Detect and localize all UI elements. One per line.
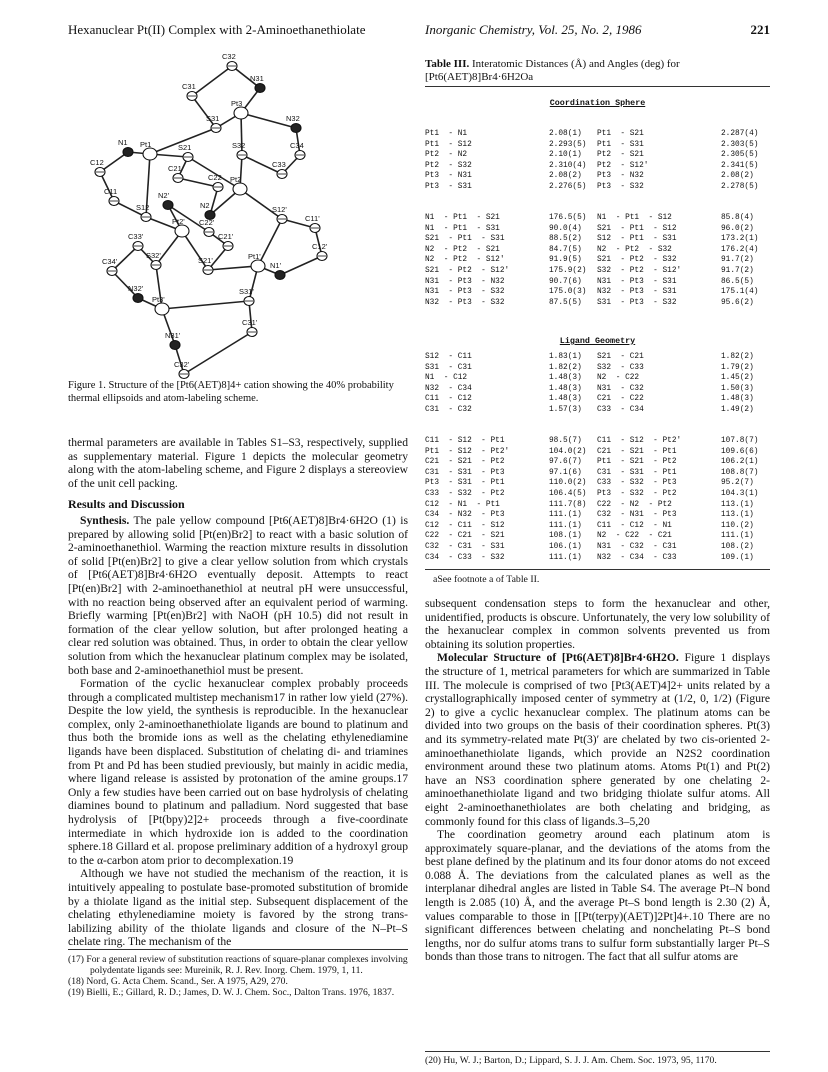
atom-label: S32 <box>232 141 246 150</box>
molecular-structure-text: Figure 1 displays the structure of 1, metrical parameters for which are summarized in Table III. The molecule is comprised of two [Pt3(AET)4]2+ units related by a crystallographically imposed center of symmetry at (1/2, 0, 1/2) (Figure 2) to give a cyclic hexanuclear complex. The platinum atoms can be divided into two groups on the basis of their coordination spheres. Pt(3) and its symmetry-related mate Pt(3)′ are chelated by two cis-oriented 2-aminoethanethiolate ligands, which provide an N2S2 coordination environment around these two platinum atoms. Atoms Pt(1) and Pt(2) have an NS3 coordination sphere generated by one chelating 2-aminoethanethiolate ligand and two bridging thiolate sulfur atoms. All eight 2-aminoethanethiolates are both chelating and bridging, as commonly found for this class of ligands.3–5,20 <box>425 651 770 828</box>
bond-value: 109.6(6) <box>721 447 759 456</box>
right-column <box>425 597 770 964</box>
atom-label: S31' <box>239 287 254 296</box>
bond-label: C33 - S32 - Pt2 <box>425 489 505 498</box>
bond-value: 1.79(2) <box>721 363 754 372</box>
bond-value: 1.83(1) <box>549 353 582 361</box>
table-row <box>425 150 770 161</box>
bond-value: 87.5(5) <box>549 298 582 307</box>
bond-value: 108.8(7) <box>721 468 759 477</box>
table-row <box>425 521 770 532</box>
bond-value: 85.8(4) <box>721 214 754 222</box>
atom-label: C32 <box>222 52 236 61</box>
bond-label: C33 - C34 <box>597 405 644 414</box>
atom-ellipse <box>163 201 173 210</box>
bond-value: 113.(1) <box>721 500 754 509</box>
table-row <box>425 363 770 374</box>
bond-value: 91.7(2) <box>721 266 754 275</box>
bond-label: C32 - N31 - Pt3 <box>597 511 677 520</box>
atom-label: C11' <box>305 214 320 223</box>
bond-value: 113.(1) <box>721 511 754 520</box>
bond-label: C11 - C12 - N1 <box>597 521 672 530</box>
intro-paragraph: thermal parameters are available in Tables S1–S3, respectively, supplied as supplementary material. Figure 1 depicts the molecular geometry along with the atom-labeling scheme, and Figure 2 displays a stereoview of the unit cell packing. <box>68 436 408 490</box>
atom-ellipse <box>155 303 169 315</box>
table-row <box>425 468 770 479</box>
bond-label: S21 - Pt2 - S32 <box>597 256 677 265</box>
bond-value: 175.9(2) <box>549 266 587 275</box>
table-row <box>425 140 770 151</box>
bond-value: 104.0(2) <box>549 447 587 456</box>
postulate-paragraph: Although we have not studied the mechanism of the reaction, it is intuitively appealing to postulate base-promoted substitution of bromide by a thiolate ligand as the initial step. Subsequent displacement of the chelating ethylenediamine moiety is favored by the strong trans-labilizing ability of the thiolate ligands and closure of the N–Pt–S chelate ring. The mechanism of the <box>68 867 408 949</box>
bond-value: 98.5(7) <box>549 437 582 445</box>
bond-value: 1.45(2) <box>721 374 754 383</box>
bond-value: 90.0(4) <box>549 224 582 233</box>
journal-name: Inorganic Chemistry, Vol. 25, No. 2, 1986 <box>425 22 642 37</box>
atom-ellipse <box>133 294 143 303</box>
bond-label: Pt2 - S32 <box>425 161 472 170</box>
bond-label: Pt2 - N2 <box>425 151 468 160</box>
atom-label: C22 <box>208 173 222 182</box>
bond-label: S31 - Pt3 - S32 <box>597 298 677 307</box>
bond-value: 1.48(3) <box>721 395 754 404</box>
atom-label: N31' <box>165 331 181 340</box>
bond-value: 109.(1) <box>721 553 754 562</box>
footnotes-left <box>68 949 408 998</box>
table-top-rule <box>425 86 770 87</box>
atom-label: S31 <box>206 114 220 123</box>
footnote-18: (18) Nord, G. Acta Chem. Scand., Ser. A 1975, A29, 270. <box>68 976 288 987</box>
atom-label: C21 <box>168 164 182 173</box>
atom-label: Pt3' <box>152 295 165 304</box>
bond-label: Pt3 - S32 <box>597 182 644 191</box>
bond-label: C33 - S32 - Pt3 <box>597 479 677 488</box>
bond-line <box>184 332 252 374</box>
bond-label: C12 - N1 - Pt1 <box>425 500 500 509</box>
atom-ellipse <box>291 124 301 133</box>
atom-label: C33 <box>272 160 286 169</box>
bond-line <box>258 219 282 266</box>
bond-value: 107.8(7) <box>721 437 759 445</box>
table-row <box>425 510 770 521</box>
bond-label: Pt1 - S31 <box>597 140 644 149</box>
bond-label: C11 - C12 <box>425 395 472 404</box>
bond-value: 111.7(8) <box>549 500 587 509</box>
bond-value: 2.08(2) <box>721 172 754 181</box>
table-footnote: aSee footnote a of Table II. <box>433 574 540 585</box>
bond-label: N2 - C22 - C21 <box>597 532 672 541</box>
bond-label: C12 - C11 - S12 <box>425 521 505 530</box>
bond-value: 173.2(1) <box>721 235 759 244</box>
table-row <box>425 394 770 405</box>
table-row <box>425 447 770 458</box>
bond-label: C34 - C33 - S32 <box>425 553 505 562</box>
bond-label: C22 - N2 - Pt2 <box>597 500 672 509</box>
atom-label: Pt1 <box>140 140 152 149</box>
molecular-structure-paragraph <box>425 651 770 828</box>
figure-caption: Figure 1. Structure of the [Pt6(AET)8]4+ cation showing the 40% probability thermal ellipsoids and atom-labeling scheme. <box>68 380 394 404</box>
journal-citation <box>425 22 770 38</box>
table-row <box>425 182 770 193</box>
bond-label: S32 - Pt2 - S12' <box>597 266 682 275</box>
atom-label: S21' <box>198 256 213 265</box>
bond-label: C21 - S21 - Pt1 <box>597 447 677 456</box>
bond-label: Pt1 - S12 - Pt2' <box>425 447 510 456</box>
bond-line <box>280 256 322 275</box>
table-caption-label: Table III. <box>425 58 470 70</box>
atom-label: S12 <box>136 203 150 212</box>
bond-label: N31 - Pt3 - S32 <box>425 288 505 297</box>
bond-label: S21 - Pt1 - S12 <box>597 224 677 233</box>
ligand-geometry-heading: Ligand Geometry <box>559 336 636 346</box>
bond-label: S12 - Pt1 - S31 <box>597 235 677 244</box>
bond-value: 2.08(1) <box>549 130 582 138</box>
atom-label: S21 <box>178 143 192 152</box>
atom-ellipse <box>143 148 157 160</box>
bond-label: N32 - C34 - C33 <box>597 553 677 562</box>
bond-value: 1.57(3) <box>549 405 582 414</box>
bond-line <box>240 189 282 219</box>
atom-label: C31 <box>182 82 196 91</box>
atom-label: N32' <box>128 284 144 293</box>
bond-value: 1.82(2) <box>721 353 754 361</box>
bond-label: S21 - C21 <box>597 353 644 361</box>
bond-label: Pt3 - S31 - Pt1 <box>425 479 505 488</box>
atom-ellipse <box>275 271 285 280</box>
atom-ellipse <box>251 260 265 272</box>
bond-label: C32 - C31 - S31 <box>425 542 505 551</box>
page-number: 221 <box>750 22 770 37</box>
bond-label: N1 - Pt1 - S21 <box>425 214 500 222</box>
bond-label: N2 - Pt2 - S12' <box>425 256 505 265</box>
bond-label: C21 - S21 - Pt2 <box>425 458 505 467</box>
bond-label: S21 - Pt1 - S31 <box>425 235 505 244</box>
table-row <box>425 500 770 511</box>
bond-label: Pt2 - S21 <box>597 151 644 160</box>
atom-ellipse <box>175 225 189 237</box>
bond-value: 2.341(5) <box>721 161 759 170</box>
footnote-19: (19) Bielli, E.; Gillard, R. D.; James, D. W. J. Chem. Soc., Dalton Trans. 1976, 1837. <box>68 987 395 998</box>
bond-value: 110.(2) <box>721 521 754 530</box>
bond-label: N1 - Pt1 - S12 <box>597 214 672 222</box>
bond-value: 2.303(5) <box>721 140 759 149</box>
atom-label: C12 <box>90 158 104 167</box>
synthesis-runin: Synthesis. <box>80 513 130 527</box>
bond-value: 2.305(5) <box>721 151 759 160</box>
bond-value: 2.276(5) <box>549 182 587 191</box>
table-row <box>425 405 770 416</box>
bond-label: N31 - C32 - C31 <box>597 542 677 551</box>
bond-label: Pt3 - S31 <box>425 182 472 191</box>
bond-value: 111.(1) <box>721 532 754 541</box>
bond-line <box>192 66 232 96</box>
bond-value: 2.287(4) <box>721 130 759 138</box>
atom-label: Pt2' <box>172 217 185 226</box>
atom-label: N2' <box>158 191 170 200</box>
bond-label: N2 - C22 <box>597 374 640 383</box>
atom-ellipse <box>233 183 247 195</box>
atom-label: S32' <box>146 251 161 260</box>
bond-label: Pt3 - S32 - Pt2 <box>597 489 677 498</box>
bond-label: C21 - C22 <box>597 395 644 404</box>
table-row <box>425 542 770 553</box>
table-row <box>425 277 770 288</box>
bond-value: 106.(1) <box>549 542 582 551</box>
bond-label: Pt1 - S12 <box>425 140 472 149</box>
table-row <box>425 245 770 256</box>
bond-label: C31 - S31 - Pt1 <box>597 468 677 477</box>
table-row <box>425 531 770 542</box>
ligand-angles <box>425 436 770 563</box>
atom-ellipse <box>123 148 133 157</box>
bond-label: N2 - Pt2 - S32 <box>597 245 672 254</box>
bond-value: 176.5(5) <box>549 214 587 222</box>
bond-value: 175.0(3) <box>549 288 587 297</box>
atom-label: N1' <box>270 261 282 270</box>
table-row <box>425 457 770 468</box>
bond-label: S12 - C11 <box>425 353 472 361</box>
bond-label: S31 - C31 <box>425 363 472 372</box>
bond-value: 91.9(5) <box>549 256 582 265</box>
molecular-structure-runin: Molecular Structure of [Pt6(AET)8]Br4·6H2O. <box>437 651 679 665</box>
bond-value: 88.5(2) <box>549 235 582 244</box>
atom-label: Pt2 <box>230 175 242 184</box>
ligand-distances <box>425 352 770 416</box>
bond-label: N31 - Pt3 - S31 <box>597 277 677 286</box>
table-row <box>425 287 770 298</box>
bond-value: 96.0(2) <box>721 224 754 233</box>
bond-label: Pt2 - S12' <box>597 161 649 170</box>
bond-value: 2.293(5) <box>549 140 587 149</box>
table-row <box>425 129 770 140</box>
bond-value: 111.(1) <box>549 553 582 562</box>
bond-value: 111.(1) <box>549 511 582 520</box>
bond-value: 110.0(2) <box>549 479 587 488</box>
table-row <box>425 352 770 363</box>
bond-value: 1.50(3) <box>721 384 754 393</box>
footnote-20: (20) Hu, W. J.; Barton, D.; Lippard, S. J. J. Am. Chem. Soc. 1973, 95, 1170. <box>425 1055 717 1066</box>
table-caption-text: Interatomic Distances (Å) and Angles (deg) for [Pt6(AET)8]Br4·6H2Oa <box>425 58 680 83</box>
atom-label: N31 <box>250 74 264 83</box>
bond-label: C31 - C32 <box>425 405 472 414</box>
bond-line <box>192 96 216 128</box>
atom-label: S12' <box>272 205 287 214</box>
table-row <box>425 384 770 395</box>
bond-value: 86.5(5) <box>721 277 754 286</box>
atom-label: C34' <box>102 257 118 266</box>
table-row <box>425 489 770 500</box>
atom-ellipse <box>234 107 248 119</box>
footnote-17: (17) For a general review of substitution reactions of square-planar complexes involving polydentate ligands see: Mureinik, R. J. Rev. Inorg. Chem. 1979, 1, 11. <box>68 954 408 976</box>
atom-label: C11 <box>104 187 118 196</box>
running-header: Hexanuclear Pt(II) Complex with 2-Aminoethanethiolate <box>68 22 366 37</box>
bond-label: C31 - S31 - Pt3 <box>425 468 505 477</box>
bond-value: 90.7(6) <box>549 277 582 286</box>
bond-label: C11 - S12 - Pt1 <box>425 437 505 445</box>
table-row <box>425 234 770 245</box>
left-column <box>68 436 408 949</box>
atom-ellipse <box>170 341 180 350</box>
bond-label: Pt1 - N1 <box>425 130 468 138</box>
atom-label: C12' <box>312 242 328 251</box>
bond-label: N1 - C12 <box>425 374 468 383</box>
bond-value: 176.2(4) <box>721 245 759 254</box>
table-row <box>425 553 770 564</box>
mechanism-paragraph: Formation of the cyclic hexanuclear complex probably proceeds through a complicated multistep mechanism17 in rather low yield (27%). Despite the low yield, the synthesis is reproducible. In the hexanuclear complex, only 2-aminoethanethiolate ligands are bound to platinum and thus both the bromide ions as well as the chelating ethylenediamine ligands have been displaced. Substitution of chelating di- and triamines from Pt and Pd has been studied previously, but mainly in acidic media, where ligand release is assisted by protonation of the amine groups.17 Only a few studies have been carried out on base hydrolysis of chelating diamines bound to platinum and palladium. Nord suggested that base hydrolysis of [Pt(bpy)2]2+ proceeds through a five-coordinate intermediate in which hydroxide ion is added to the coordination sphere.18 Gillard et al. propose preliminary addition of a hydroxyl group to the α-carbon atom prior to decomplexation.19 <box>68 677 408 867</box>
bond-line <box>162 301 249 309</box>
bond-value: 1.48(3) <box>549 384 582 393</box>
bond-value: 1.49(2) <box>721 405 754 414</box>
bond-label: S32 - C33 <box>597 363 644 372</box>
atom-label: Pt1' <box>248 252 261 261</box>
bond-label: N31 - Pt3 - N32 <box>425 277 505 286</box>
table-row <box>425 298 770 309</box>
coordination-sphere-heading: Coordination Sphere <box>549 98 646 108</box>
atom-label: C32' <box>174 360 190 369</box>
atom-label: C31' <box>242 318 258 327</box>
table-row <box>425 255 770 266</box>
section-heading: Results and Discussion <box>68 497 185 512</box>
bond-label: Pt3 - N32 <box>597 172 644 181</box>
bond-value: 175.1(4) <box>721 288 759 297</box>
bond-label: C11 - S12 - Pt2' <box>597 437 682 445</box>
bond-label: N32 - Pt3 - S32 <box>425 298 505 307</box>
bond-label: Pt1 - S21 <box>597 130 644 138</box>
bond-value: 108.(1) <box>549 532 582 541</box>
bond-value: 2.08(2) <box>549 172 582 181</box>
bond-value: 104.3(1) <box>721 489 759 498</box>
bond-label: N1 - Pt1 - S31 <box>425 224 500 233</box>
bond-value: 106.2(1) <box>721 458 759 467</box>
table-row <box>425 436 770 447</box>
table-caption <box>425 58 770 84</box>
coordination-distances <box>425 129 770 193</box>
table-row <box>425 161 770 172</box>
bond-value: 106.4(5) <box>549 489 587 498</box>
bond-value: 1.48(3) <box>549 374 582 383</box>
table-row <box>425 224 770 235</box>
table-bottom-rule <box>425 569 770 570</box>
bond-value: 91.7(2) <box>721 256 754 265</box>
bond-label: Pt3 - N31 <box>425 172 472 181</box>
bond-value: 95.2(7) <box>721 479 754 488</box>
atom-ellipse <box>255 84 265 93</box>
bond-value: 111.(1) <box>549 521 582 530</box>
bond-value: 1.82(2) <box>549 363 582 372</box>
solubility-paragraph: subsequent condensation steps to form the hexanuclear and other, unidentified, products is obscure. Unfortunately, the very low solubility of the hexanuclear complex in common solvents prevented us from obtaining its solution properties. <box>425 597 770 651</box>
bond-label: N2 - Pt2 - S21 <box>425 245 500 254</box>
bond-label: Pt1 - S21 - Pt2 <box>597 458 677 467</box>
bond-value: 2.278(5) <box>721 182 759 191</box>
molecular-structure-figure <box>60 52 400 398</box>
atom-label: N2 <box>200 201 210 210</box>
table-row <box>425 266 770 277</box>
bond-value: 2.310(4) <box>549 161 587 170</box>
table-row <box>425 213 770 224</box>
coordination-angles <box>425 213 770 308</box>
bond-label: S21 - Pt2 - S12' <box>425 266 510 275</box>
bond-label: C34 - N32 - Pt3 <box>425 511 505 520</box>
footnote-right <box>425 1051 770 1066</box>
atom-label: Pt3 <box>231 99 243 108</box>
bond-value: 97.1(6) <box>549 468 582 477</box>
atom-label: N1 <box>118 138 128 147</box>
synthesis-text: The pale yellow compound [Pt6(AET)8]Br4·6H2O (1) is prepared by allowing solid [Pt(en)Br2] to react with a basic solution of 2-aminoethanethiol. Warming the reaction mixture results in dissolution of solid [Pt(en)Br2] to give a clear yellow solution from which crystals of [Pt6(AET)8]Br4·6H2O eventually deposit. Attempts to react [Pt(en)Br2] with 2-aminoethanethiol at neutral pH were unsuccessful, with no reaction being observed after an equivalent period of warming. Briefly warming [Pt(en)Br2] with NaOH (pH 10.5) did not result in formation of the clear yellow solution, but after prolonged heating a clear red solution was obtained. Thus, in order to obtain the clear yellow solution from which the hexanuclear platinum complex may be isolated, both base and 2-aminoethanethiol must be present. <box>68 513 408 677</box>
atom-label: C34 <box>290 141 304 150</box>
coordination-geometry-paragraph: The coordination geometry around each platinum atom is approximately square-planar, and the deviations of the atoms from the best plane defined by the platinum and its four donor atoms do not exceed 0.088 Å. The deviations from the calculated planes as well as the interplanar dihedral angles are listed in Table S4. The average Pt–N bond length is 2.085 (10) Å, and the average Pt–S bond length is 2.30 (2) Å, values comparable to those in [[Pt(terpy)(AET)]2Pt]4+.10 There are no significant differences between chelating and nonchelating Pt–S bond lengths, nor do sulfur atoms trans to sulfur form substantially larger Pt–S bonds than those trans to nitrogen. The fact that all sulfur atoms are <box>425 828 770 964</box>
bond-label: C22 - C21 - S21 <box>425 532 505 541</box>
bond-value: 108.(2) <box>721 542 754 551</box>
bond-value: 84.7(5) <box>549 245 582 254</box>
bond-value: 1.48(3) <box>549 395 582 404</box>
table-row <box>425 171 770 182</box>
bond-value: 95.6(2) <box>721 298 754 307</box>
bond-value: 2.10(1) <box>549 151 582 160</box>
table-row <box>425 373 770 384</box>
atom-label: C22' <box>199 218 215 227</box>
bond-label: N32 - C34 <box>425 384 472 393</box>
bond-label: N31 - C32 <box>597 384 644 393</box>
atom-label: C33' <box>128 232 144 241</box>
bond-label: N32 - Pt3 - S31 <box>597 288 677 297</box>
synthesis-paragraph <box>68 514 408 677</box>
bond-value: 97.6(7) <box>549 458 582 467</box>
atom-label: C21' <box>218 232 234 241</box>
atom-label: N32 <box>286 114 300 123</box>
table-row <box>425 478 770 489</box>
